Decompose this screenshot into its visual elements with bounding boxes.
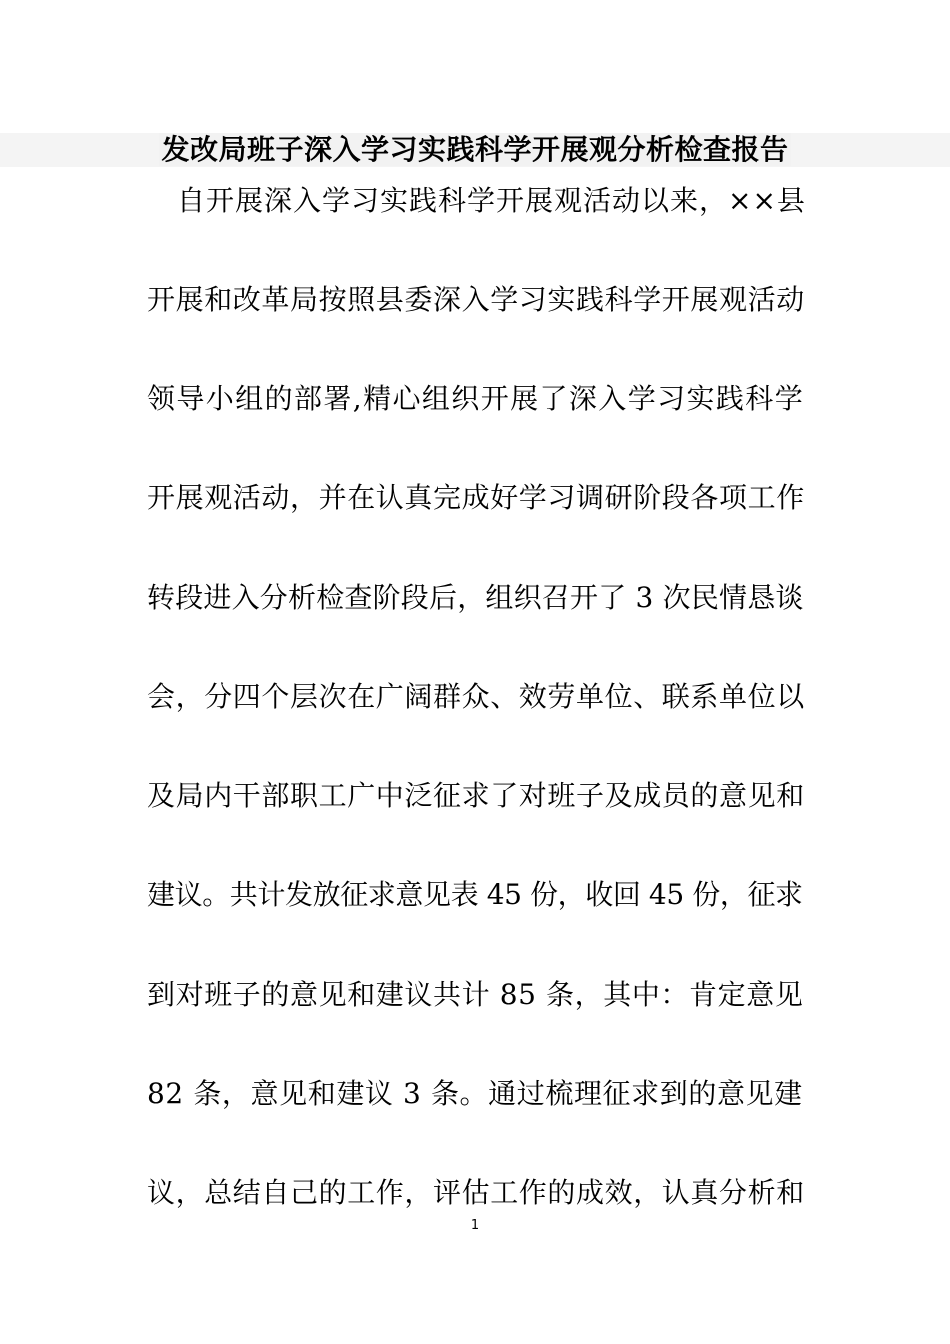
document-title-text: 发改局班子深入学习实践科学开展观分析检查报告	[161, 133, 789, 166]
page-number: 1	[470, 1218, 480, 1233]
body-line-4: 开展观活动，并在认真完成好学习调研阶段各项工作	[147, 481, 805, 514]
body-line-5: 转段进入分析检查阶段后，组织召开了 3 次民情恳谈	[147, 581, 804, 614]
body-line-3: 领导小组的部署,精心组织开展了深入学习实践科学	[147, 382, 805, 415]
body-line-7: 及局内干部职工广中泛征求了对班子及成员的意见和	[147, 779, 805, 812]
body-line-2: 开展和改革局按照县委深入学习实践科学开展观活动	[147, 283, 805, 316]
body-line-11: 议，总结自己的工作，评估工作的成效，认真分析和	[147, 1176, 805, 1209]
body-line-8: 建议。共计发放征求意见表 45 份，收回 45 份，征求	[147, 878, 803, 911]
body-line-9: 到对班子的意见和建议共计 85 条，其中：肯定意见	[147, 978, 804, 1011]
body-line-6: 会，分四个层次在广阔群众、效劳单位、联系单位以	[147, 680, 805, 713]
body-line-10: 82 条，意见和建议 3 条。通过梳理征求到的意见建	[147, 1077, 803, 1110]
body-line-1: 自开展深入学习实践科学开展观活动以来，××县	[177, 184, 806, 217]
document-title	[0, 127, 950, 173]
